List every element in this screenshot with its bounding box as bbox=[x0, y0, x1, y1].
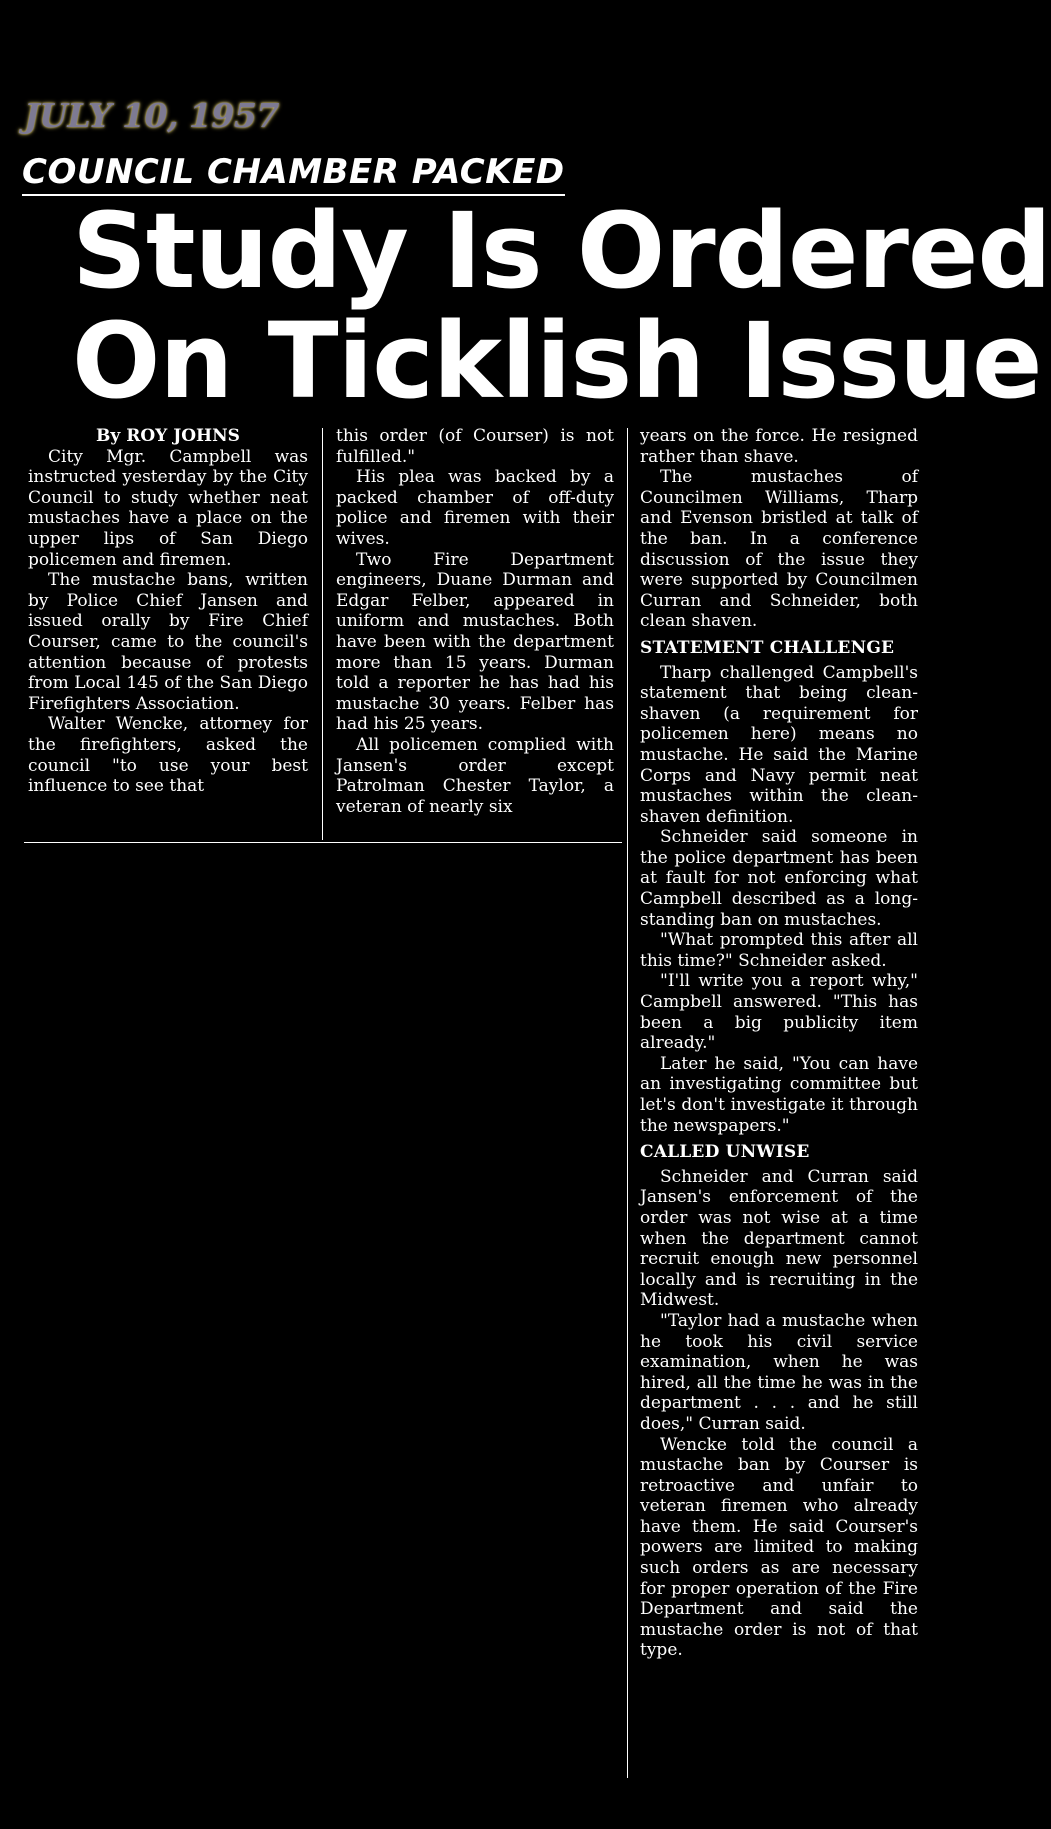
paragraph: this order (of Courser) is not fulfilled." bbox=[336, 426, 614, 467]
byline: By ROY JOHNS bbox=[96, 426, 240, 446]
paragraph: Schneider said someone in the police department has been at fault for not enforcing what Campbell described as a long-standing ban on mustaches. bbox=[640, 827, 918, 930]
paragraph: His plea was backed by a packed chamber of off-duty police and firemen with their wives. bbox=[336, 467, 614, 549]
publication-date: JULY 10, 1957 bbox=[24, 96, 279, 135]
paragraph: "What prompted this after all this time?" Schneider asked. bbox=[640, 930, 918, 971]
paragraph: Later he said, "You can have an investigating committee but let's don't investigate it through the newspapers." bbox=[640, 1053, 918, 1136]
article-bottom-rule bbox=[24, 842, 622, 843]
paragraph: "I'll write you a report why," Campbell answered. "This has been a big publicity item already." bbox=[640, 971, 918, 1054]
main-headline bbox=[72, 190, 1051, 422]
column-rule-2 bbox=[627, 428, 628, 1778]
headline-line-1: Study Is Ordered bbox=[72, 190, 1051, 312]
paragraph: "Taylor had a mustache when he took his civil service examination, when he was hired, all the time he was in the department . . . and he still does," Curran said. bbox=[640, 1310, 918, 1434]
paragraph: Schneider and Curran said Jansen's enforcement of the order was not wise at a time when the department cannot recruit enough new personnel locally and is recruiting in the Midwest. bbox=[640, 1166, 918, 1311]
subhead-statement-challenge: STATEMENT CHALLENGE bbox=[640, 637, 895, 658]
paragraph: Tharp challenged Campbell's statement that being clean-shaven (a requirement for policemen here) means no mustache. He said the Marine Corps and Navy permit neat mustaches within the clean-shaven definition. bbox=[640, 662, 918, 827]
paragraph: The mustache bans, written by Police Chief Jansen and issued orally by Fire Chief Courser, came to the council's attention because of protests from Local 145 of the San Diego Firefighters Association. bbox=[28, 570, 308, 714]
paragraph: City Mgr. Campbell was instructed yesterday by the City Council to study whether neat mustaches have a place on the upper lips of San Diego policemen and firemen. bbox=[28, 446, 308, 570]
subhead-called-unwise: CALLED UNWISE bbox=[640, 1142, 810, 1163]
column-rule-1 bbox=[322, 428, 323, 840]
paragraph: Two Fire Department engineers, Duane Durman and Edgar Felber, appeared in uniform and mustaches. Both have been with the department more than 15 years. Durman told a reporter he has had his mustache 30 years. Felber has had his 25 years. bbox=[336, 549, 614, 735]
paragraph: Walter Wencke, attorney for the firefighters, asked the council "to use your best influence to see that bbox=[28, 714, 308, 797]
paragraph: years on the force. He resigned rather than shave. bbox=[640, 426, 918, 467]
headline-line-2: On Ticklish Issue bbox=[72, 300, 1042, 422]
kicker-headline: COUNCIL CHAMBER PACKED bbox=[22, 152, 565, 196]
paragraph: Wencke told the council a mustache ban by Courser is retroactive and unfair to veteran firemen who already have them. He said Courser's powers are limited to making such orders as are necessary for proper operation of the Fire Department and said the mustache order is not of that type. bbox=[640, 1434, 918, 1661]
article-column-3 bbox=[640, 426, 918, 1661]
paragraph: All policemen complied with Jansen's order except Patrolman Chester Taylor, a veteran of nearly six bbox=[336, 734, 614, 817]
paragraph: The mustaches of Councilmen Williams, Tharp and Evenson bristled at talk of the ban. In a conference discussion of the issue they were supported by Councilmen Curran and Schneider, both clean shaven. bbox=[640, 467, 918, 632]
article-column-1 bbox=[28, 426, 308, 797]
article-column-2 bbox=[336, 426, 614, 817]
